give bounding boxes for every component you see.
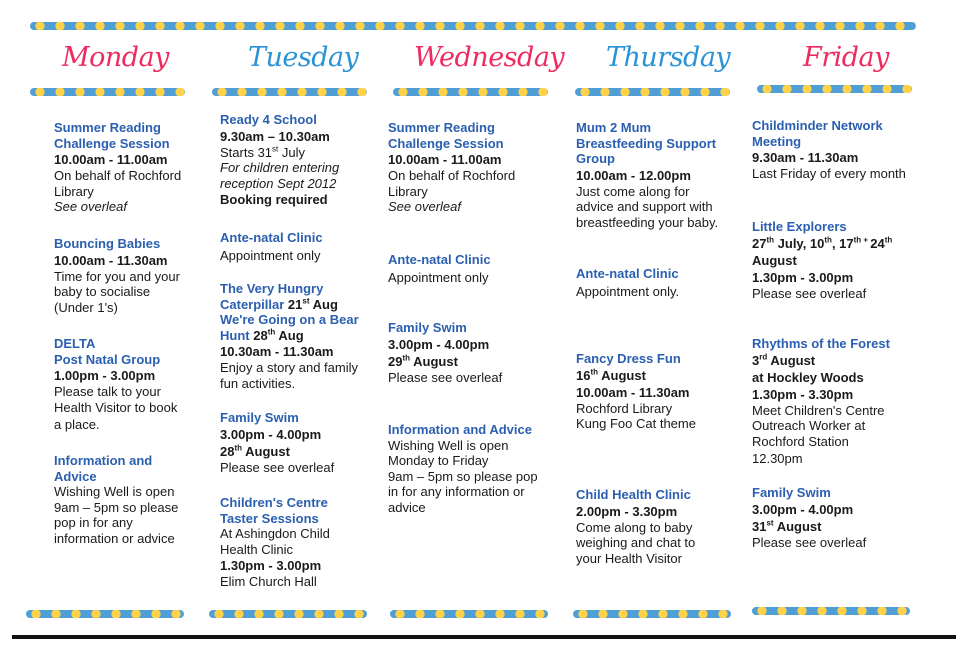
event-title: Family Swim xyxy=(752,485,831,500)
heading-monday: Monday xyxy=(62,42,169,73)
thursday-ribbon xyxy=(575,88,730,96)
event-booking-note: Booking required xyxy=(220,192,328,207)
event-detail: your Health Visitor xyxy=(576,550,682,566)
event-detail: Please see overleaf xyxy=(220,459,335,475)
event-detail: Please see overleaf xyxy=(752,285,867,301)
wednesday-event-summer-reading xyxy=(388,120,515,215)
monday-event-summer-reading xyxy=(54,120,194,215)
event-detail: Health Visitor to book xyxy=(54,399,178,415)
event-time: 3.00pm - 4.00pm xyxy=(388,336,490,352)
event-detail: 12.30pm xyxy=(752,451,803,466)
event-title: Family Swim xyxy=(388,320,467,335)
friday-event-rhythms-forest xyxy=(752,336,890,467)
event-title: Information and Advice xyxy=(388,422,532,437)
event-detail: in for any information or xyxy=(388,484,525,499)
friday-event-childminder xyxy=(752,118,906,182)
event-time: 2.00pm - 3.30pm xyxy=(576,503,678,519)
event-title: The Very Hungry xyxy=(220,281,324,296)
event-detail: Please see overleaf xyxy=(388,369,503,385)
event-title: Fancy Dress Fun xyxy=(576,351,681,366)
heading-tuesday: Tuesday xyxy=(248,42,359,73)
event-title: Bouncing Babies xyxy=(54,236,161,251)
event-title: Information and xyxy=(54,453,153,468)
wednesday-event-information xyxy=(388,422,538,515)
event-time: 10.30am - 11.30am xyxy=(220,344,334,359)
thursday-bottom-ribbon xyxy=(573,610,731,618)
event-time: 3.00pm - 4.00pm xyxy=(752,501,854,517)
event-time: 3.00pm - 4.00pm xyxy=(220,426,322,442)
thursday-event-mum-2-mum xyxy=(576,120,718,230)
event-date: 28th August xyxy=(220,443,290,459)
event-detail: See overleaf xyxy=(54,199,127,214)
event-detail: information or advice xyxy=(54,530,175,546)
event-title: Meeting xyxy=(752,133,802,149)
event-detail: Please see overleaf xyxy=(752,534,867,550)
event-detail: Wishing Well is open xyxy=(388,437,509,453)
event-detail: Elim Church Hall xyxy=(220,574,317,589)
event-place: at Hockley Woods xyxy=(752,369,864,385)
event-detail: Rochford Station xyxy=(752,433,849,449)
event-detail: pop in for any xyxy=(54,515,133,530)
event-time: 10.00am - 12.00pm xyxy=(576,167,691,183)
wednesday-event-ante-natal xyxy=(388,252,491,285)
event-detail: Meet Children's Centre xyxy=(752,402,885,418)
event-title: Ante-natal Clinic xyxy=(576,266,679,281)
event-title: Summer Reading Challenge Session xyxy=(54,120,170,151)
event-title: Post Natal Group xyxy=(54,351,161,367)
event-title: We're Going on a Bear xyxy=(220,312,359,327)
event-detail: advice xyxy=(388,499,426,515)
event-title: Breastfeeding Support xyxy=(576,135,717,151)
event-detail: On behalf of Rochford xyxy=(388,168,516,183)
thursday-event-child-health xyxy=(576,487,695,566)
event-title: Child Health Clinic xyxy=(576,487,691,502)
event-title: Family Swim xyxy=(220,410,299,425)
event-detail: Monday to Friday xyxy=(388,453,489,468)
wednesday-ribbon xyxy=(393,88,548,96)
monday-bottom-ribbon xyxy=(26,610,184,618)
event-time: 1.30pm - 3.00pm xyxy=(220,558,322,573)
event-date: 31st August xyxy=(752,518,822,534)
friday-ribbon xyxy=(757,85,912,93)
wednesday-bottom-ribbon xyxy=(390,610,548,618)
event-title: Little Explorers xyxy=(752,219,847,234)
event-detail: At Ashingdon Child xyxy=(220,526,330,541)
event-time: 1.30pm - 3.30pm xyxy=(752,386,854,402)
event-dates: 27th July, 10th, $17^{th +}$ 24th xyxy=(752,235,893,251)
thursday-event-fancy-dress xyxy=(576,351,696,432)
event-title: Ante-natal Clinic xyxy=(388,252,491,267)
heading-friday: Friday xyxy=(803,42,889,73)
event-title: Taster Sessions xyxy=(220,510,319,526)
event-detail: Appointment only xyxy=(388,269,489,285)
event-detail: 9am – 5pm so please pop xyxy=(388,468,538,484)
event-detail: Time for you and your xyxy=(54,268,180,284)
tuesday-event-family-swim xyxy=(220,410,334,475)
friday-bottom-ribbon xyxy=(752,607,910,615)
bottom-rule xyxy=(12,635,956,639)
tuesday-event-story-time xyxy=(220,281,359,391)
event-detail: reception Sept 2012 xyxy=(220,175,337,191)
event-title: Ready 4 School xyxy=(220,112,317,127)
event-time: 10.00am - 11.00am xyxy=(54,152,168,167)
event-title: Mum 2 Mum xyxy=(576,120,652,135)
event-detail: Health Clinic xyxy=(220,541,293,557)
monday-ribbon xyxy=(30,88,185,96)
heading-thursday: Thursday xyxy=(606,42,731,73)
event-date: 3rd August xyxy=(752,352,816,368)
event-detail: For children entering xyxy=(220,160,340,175)
event-detail: Library xyxy=(54,183,94,199)
event-detail: Come along to baby xyxy=(576,519,693,535)
event-detail: Appointment only. xyxy=(576,283,680,299)
event-title: Group xyxy=(576,151,615,166)
event-title: Challenge Session xyxy=(388,135,504,151)
event-title: Advice xyxy=(54,468,97,484)
event-detail: Rochford Library xyxy=(576,400,673,416)
event-title: Childminder Network xyxy=(752,118,883,133)
friday-event-family-swim xyxy=(752,485,866,550)
event-detail: Outreach Worker at xyxy=(752,418,866,433)
monday-event-bouncing-babies xyxy=(54,236,180,315)
wednesday-event-family-swim xyxy=(388,320,502,385)
event-date: 29th August xyxy=(388,353,458,369)
tuesday-event-ready-4-school xyxy=(220,112,339,208)
event-detail: breastfeeding your baby. xyxy=(576,214,719,230)
monday-event-delta xyxy=(54,336,177,433)
event-title: Children's Centre xyxy=(220,495,328,510)
event-detail: baby to socialise xyxy=(54,284,151,299)
event-detail: 9am – 5pm so please xyxy=(54,499,179,515)
event-time: 1.00pm - 3.00pm xyxy=(54,368,156,383)
event-detail: a place. xyxy=(54,417,100,432)
event-time: 9.30am - 11.30am xyxy=(752,150,859,165)
top-dotted-ribbon xyxy=(30,22,916,30)
event-detail: Please talk to your xyxy=(54,384,161,399)
event-detail: Wishing Well is open xyxy=(54,484,175,499)
friday-event-little-explorers xyxy=(752,219,892,301)
event-detail: (Under 1's) xyxy=(54,299,118,315)
event-time: 10.00am - 11.30am xyxy=(576,384,690,400)
heading-wednesday: Wednesday xyxy=(414,42,565,73)
event-detail: On behalf of Rochford xyxy=(54,168,182,183)
event-time: 10.00am - 11.00am xyxy=(388,152,502,167)
event-title: Hunt 28th Aug xyxy=(220,327,304,343)
monday-event-information xyxy=(54,453,178,546)
event-title: DELTA xyxy=(54,336,96,351)
event-detail: Last Friday of every month xyxy=(752,166,906,181)
event-detail: weighing and chat to xyxy=(576,535,696,550)
event-title: Summer Reading xyxy=(388,120,495,135)
event-detail: Enjoy a story and family xyxy=(220,360,359,375)
thursday-event-ante-natal xyxy=(576,266,679,299)
event-dates: August xyxy=(752,252,797,268)
event-date: 16th August xyxy=(576,367,646,383)
event-detail: Appointment only xyxy=(220,247,321,263)
event-time: 1.30pm - 3.00pm xyxy=(752,269,854,285)
event-time: 10.00am - 11.30am xyxy=(54,252,168,268)
event-detail: fun activities. xyxy=(220,375,296,391)
event-start-date: Starts 31st July xyxy=(220,144,305,160)
tuesday-bottom-ribbon xyxy=(209,610,367,618)
event-title: Caterpillar 21st Aug xyxy=(220,296,338,312)
event-detail: Just come along for xyxy=(576,183,690,199)
tuesday-event-taster-sessions xyxy=(220,495,330,590)
event-detail: Library xyxy=(388,183,428,199)
tuesday-ribbon xyxy=(212,88,367,96)
event-detail: advice and support with xyxy=(576,199,713,214)
tuesday-event-ante-natal xyxy=(220,230,323,263)
event-title: Ante-natal Clinic xyxy=(220,230,323,245)
event-time: 9.30am – 10.30am xyxy=(220,128,330,144)
event-detail: See overleaf xyxy=(388,199,461,214)
event-title: Rhythms of the Forest xyxy=(752,336,890,351)
event-detail: Kung Foo Cat theme xyxy=(576,416,696,431)
